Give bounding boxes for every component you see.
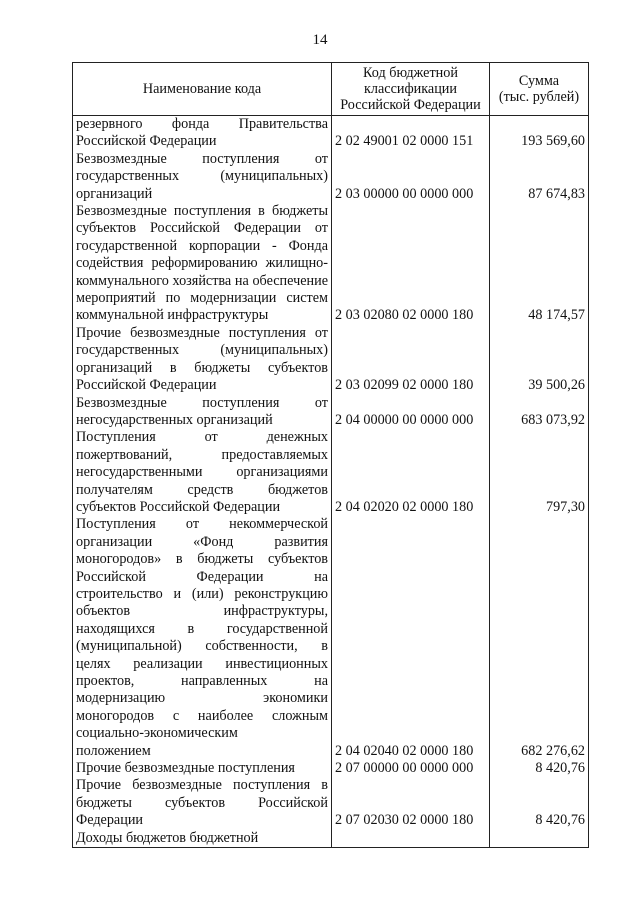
header-code (332, 63, 490, 116)
header-code-line: Код бюджетной (363, 65, 458, 81)
table-row (73, 395, 589, 430)
row-name-line: Безвозмездные поступления в бюджеты (76, 203, 328, 220)
row-name-line: мероприятий по модернизации систем (76, 290, 328, 307)
row-name-cell (73, 325, 332, 395)
row-sum-cell: 39 500,26 (490, 325, 589, 395)
row-name-line: Российской Федерации (76, 377, 217, 394)
row-code-cell: 2 02 49001 02 0000 151 (332, 116, 490, 151)
row-name-line: резервного фонда Правительства (76, 116, 328, 132)
row-name-cell (73, 777, 332, 829)
row-sum-cell: 87 674,83 (490, 151, 589, 203)
row-name-line: пожертвований, предоставляемых (76, 446, 328, 463)
row-name-line: получателям средств бюджетов (76, 481, 328, 498)
row-code-cell: 2 03 02080 02 0000 180 (332, 203, 490, 325)
row-code-cell: 2 04 02040 02 0000 180 (332, 516, 490, 760)
row-code-cell: 2 04 02020 02 0000 180 (332, 429, 490, 516)
budget-table (72, 62, 589, 848)
row-name-line: (муниципальной) собственности, в (76, 638, 328, 655)
row-name-line: Поступления от денежных (76, 429, 328, 446)
table-row (73, 777, 589, 829)
table-row (73, 760, 589, 777)
row-name-cell (73, 116, 332, 151)
row-sum-cell: 193 569,60 (490, 116, 589, 151)
table-header (73, 63, 589, 116)
row-name-cell (73, 203, 332, 325)
row-sum-cell: 682 276,62 (490, 516, 589, 760)
table-body (73, 116, 589, 848)
row-code-cell: 2 03 00000 00 0000 000 (332, 151, 490, 203)
table-row (73, 151, 589, 203)
row-code-cell: 2 07 02030 02 0000 180 (332, 777, 490, 829)
row-name-cell (73, 830, 332, 848)
row-name-line: целях реализации инвестиционных (76, 655, 328, 672)
row-name-line: коммунального хозяйства на обеспечение (76, 272, 328, 289)
header-sum (490, 63, 589, 116)
row-name-line: Безвозмездные поступления от (76, 150, 328, 167)
row-name-line: организации «Фонд развития (76, 533, 328, 550)
row-name-line: государственных (муниципальных) (76, 168, 328, 185)
row-name-line: Российской Федерации (76, 133, 217, 150)
header-name: Наименование кода (73, 63, 332, 116)
row-name-line: Федерации (76, 812, 144, 829)
row-sum-cell: 8 420,76 (490, 777, 589, 829)
row-name-cell (73, 395, 332, 430)
row-sum-cell: 48 174,57 (490, 203, 589, 325)
row-name-cell (73, 151, 332, 203)
table-row (73, 325, 589, 395)
row-name-line: Доходы бюджетов бюджетной (76, 829, 259, 846)
row-name-line: субъектов Российской Федерации (76, 498, 281, 515)
table-row (73, 429, 589, 516)
row-name-line: объектов инфраструктуры, (76, 603, 328, 620)
row-name-line: находящихся в государственной (76, 620, 328, 637)
row-name-line: государственных (муниципальных) (76, 342, 328, 359)
table-row (73, 116, 589, 151)
row-name-line: моногородов» в бюджеты субъектов (76, 551, 328, 568)
row-name-line: Российской Федерации на (76, 568, 328, 585)
row-name-cell (73, 760, 332, 777)
row-name-line: негосударственными организациями (76, 464, 328, 481)
row-name-line: негосударственных организаций (76, 411, 273, 428)
table-row (73, 516, 589, 760)
header-sum-line: Сумма (518, 73, 560, 89)
row-name-line: субъектов Российской Федерации от (76, 220, 328, 237)
row-name-line: строительство и (или) реконструкцию (76, 585, 328, 602)
row-name-line: организаций в бюджеты субъектов (76, 359, 328, 376)
row-name-line: бюджеты субъектов Российской (76, 794, 328, 811)
row-sum-cell: 683 073,92 (490, 395, 589, 430)
row-name-line: государственной корпорации - Фонда (76, 237, 328, 254)
row-code-cell: 2 04 00000 00 0000 000 (332, 395, 490, 430)
row-sum-cell: 8 420,76 (490, 760, 589, 777)
page-number: 14 (312, 32, 328, 48)
header-sum-line: (тыс. рублей) (498, 89, 580, 105)
header-code-line: Российской Федерации (340, 97, 481, 113)
row-sum-cell: 797,30 (490, 429, 589, 516)
row-name-line: Поступления от некоммерческой (76, 516, 328, 533)
row-name-line: проектов, направленных на (76, 673, 328, 689)
row-name-cell (73, 516, 332, 760)
row-name-line: Безвозмездные поступления от (76, 394, 328, 411)
row-name-line: социально-экономическим (76, 725, 238, 742)
row-name-line: Прочие безвозмездные поступления от (76, 324, 328, 341)
row-name-line: Прочие безвозмездные поступления в (76, 777, 328, 794)
row-name-line: содействия реформированию жилищно- (76, 255, 328, 272)
header-code-line: классификации (364, 81, 457, 97)
row-sum-cell (490, 830, 589, 848)
row-code-cell (332, 830, 490, 848)
row-code-cell: 2 07 00000 00 0000 000 (332, 760, 490, 777)
table-row (73, 203, 589, 325)
row-name-line: Прочие безвозмездные поступления (76, 760, 295, 777)
row-name-line: коммунальной инфраструктуры (76, 307, 269, 324)
row-name-line: моногородов с наиболее сложным (76, 707, 328, 724)
row-name-line: положением (76, 742, 151, 759)
row-name-line: организаций (76, 185, 153, 202)
row-code-cell: 2 03 02099 02 0000 180 (332, 325, 490, 395)
row-name-cell (73, 429, 332, 516)
table-row (73, 830, 589, 848)
row-name-line: модернизацию экономики (76, 690, 328, 707)
